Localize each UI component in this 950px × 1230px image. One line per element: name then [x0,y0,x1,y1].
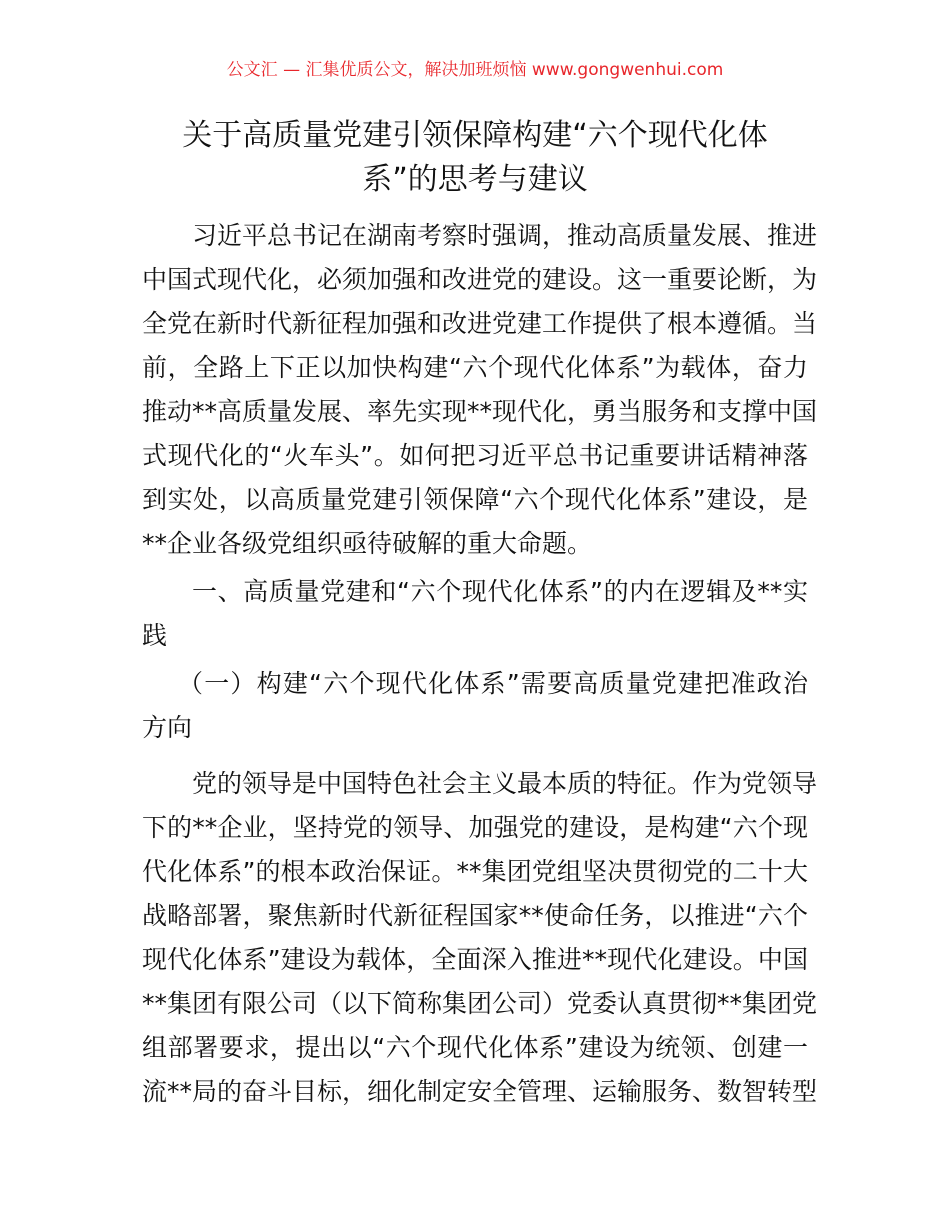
section-heading-1-1 [142,662,808,750]
text-line: 习近平总书记在湖南考察时强调，推动高质量发展、推进 [192,221,818,250]
title-line: 系”的思考与建议 [362,162,588,197]
heading-line: 践 [142,621,168,650]
text-line: 党的领导是中国特色社会主义最本质的特征。作为党领导 [192,769,818,798]
heading-line: （一）构建“六个现代化体系”需要高质量党建把准政治 [178,669,808,698]
paragraph-intro [142,214,818,566]
document-title [140,114,810,202]
text-line: 全党在新时代新征程加强和改进党建工作提供了根本遵循。当 [142,309,818,338]
text-line: **企业各级党组织亟待破解的重大命题。 [142,529,593,558]
paragraph-body [142,762,818,1114]
text-line: 到实处，以高质量党建引领保障“六个现代化体系”建设，是 [142,485,808,514]
text-line: 现代化体系”建设为载体，全面深入推进**现代化建设。中国 [142,945,808,974]
text-line: 中国式现代化，必须加强和改进党的建设。这一重要论断，为 [142,265,818,294]
text-line: 组部署要求，提出以“六个现代化体系”建设为统领、创建一 [142,1033,808,1062]
text-line: 代化体系”的根本政治保证。**集团党组坚决贯彻党的二十大 [142,857,808,886]
text-line: 下的**企业，坚持党的领导、加强党的建设，是构建“六个现 [142,813,808,842]
text-line: **集团有限公司（以下简称集团公司）党委认真贯彻**集团党 [142,989,818,1018]
heading-line: 方向 [142,713,193,742]
heading-line: 一、高质量党建和“六个现代化体系”的内在逻辑及**实 [192,577,808,606]
text-line: 战略部署，聚焦新时代新征程国家**使命任务，以推进“六个 [142,901,808,930]
text-line: 推动**高质量发展、率先实现**现代化，勇当服务和支撑中国 [142,397,818,426]
text-line: 式现代化的“火车头”。如何把习近平总书记重要讲话精神落 [142,441,808,470]
text-line: 前，全路上下正以加快构建“六个现代化体系”为载体，奋力 [142,353,808,382]
site-banner: 公文汇 — 汇集优质公文，解决加班烦恼 www.gongwenhui.com [226,60,724,80]
text-line: 流**局的奋斗目标，细化制定安全管理、运输服务、数智转型 [142,1077,818,1106]
section-heading-1 [142,570,808,658]
title-line: 关于高质量党建引领保障构建“六个现代化体 [182,118,768,153]
